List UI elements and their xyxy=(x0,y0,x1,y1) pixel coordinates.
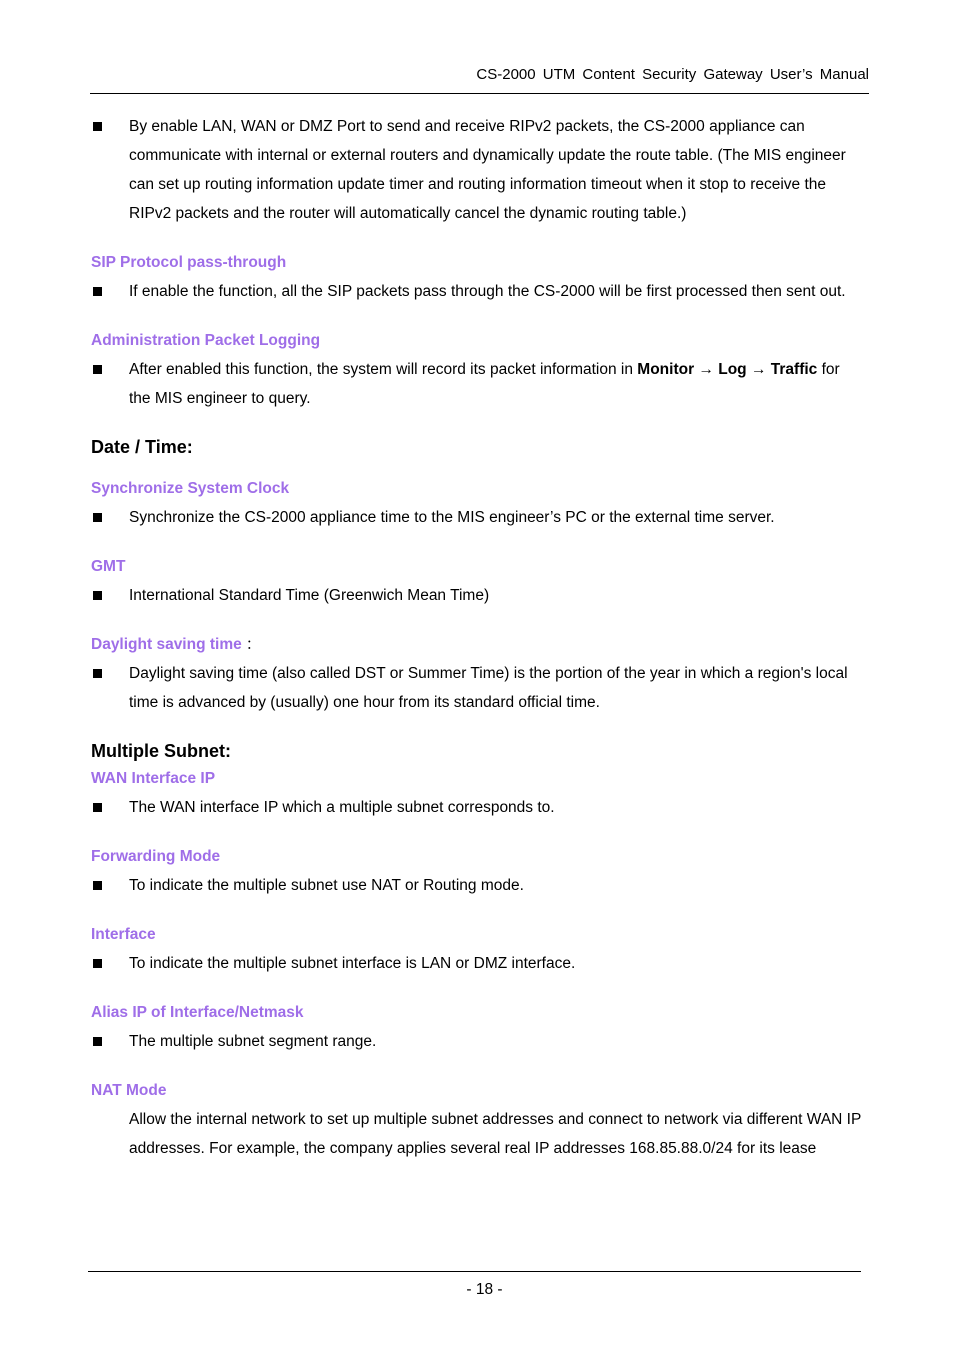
square-bullet-icon xyxy=(93,287,102,296)
date-time-heading: Date / Time: xyxy=(91,437,193,457)
nat-mode-heading: NAT Mode xyxy=(91,1082,167,1099)
list-item xyxy=(91,659,864,717)
nat-mode-paragraph: Allow the internal network to set up multiple subnet addresses and connect to network via different WAN IP addresses. For example, the company applies several real IP addresses 168.85.88.0/24 for its lease xyxy=(129,1111,862,1157)
multiple-subnet-heading: Multiple Subnet: xyxy=(91,741,231,761)
interface-heading: Interface xyxy=(91,926,156,943)
sip-heading: SIP Protocol pass-through xyxy=(91,254,287,271)
list-item xyxy=(91,871,864,900)
list-item xyxy=(91,581,864,610)
page-header xyxy=(90,66,869,94)
list-item xyxy=(91,112,864,228)
dst-heading-row xyxy=(91,631,864,659)
square-bullet-icon xyxy=(93,1037,102,1046)
bullet-text: If enable the function, all the SIP packets pass through the CS-2000 will be first processed then sent out. xyxy=(129,283,846,300)
square-bullet-icon xyxy=(93,591,102,600)
bullet-text: International Standard Time (Greenwich Mean Time) xyxy=(129,587,490,604)
admin-logging-heading: Administration Packet Logging xyxy=(91,332,321,349)
gmt-heading: GMT xyxy=(91,558,126,575)
bullet-text: Daylight saving time (also called DST or Summer Time) is the portion of the year in which a region's local time is advanced by (usually) one hour from its standard official time. xyxy=(129,665,848,711)
dst-heading-colon: ： xyxy=(245,636,262,653)
arrow-right-icon: → xyxy=(750,361,767,378)
list-item xyxy=(91,277,864,306)
list-item xyxy=(91,793,864,822)
arrow-right-icon: → xyxy=(698,361,714,378)
square-bullet-icon xyxy=(93,959,102,968)
square-bullet-icon xyxy=(93,122,102,131)
square-bullet-icon xyxy=(93,881,102,890)
bullet-text: By enable LAN, WAN or DMZ Port to send and receive RIPv2 packets, the CS-2000 appliance can communicate with internal or external routers and dynamically update the route table. (The MIS engineer can set up routing information update timer and routing information timeout when it stop to receive the RIPv2 packets and the router will automatically cancel the dynamic routing table.) xyxy=(129,118,846,222)
menu-path-log: Log xyxy=(718,361,747,378)
menu-path-monitor: Monitor xyxy=(637,361,695,378)
square-bullet-icon xyxy=(93,669,102,678)
bullet-text: The WAN interface IP which a multiple subnet corresponds to. xyxy=(129,799,555,816)
bullet-text: To indicate the multiple subnet use NAT or Routing mode. xyxy=(129,877,524,894)
square-bullet-icon xyxy=(93,365,102,374)
list-item xyxy=(91,355,864,413)
list-item xyxy=(91,503,864,532)
menu-path-traffic: Traffic xyxy=(770,361,818,378)
square-bullet-icon xyxy=(93,513,102,522)
bullet-text: The multiple subnet segment range. xyxy=(129,1033,377,1050)
bullet-text-end: for the MIS engineer to query. xyxy=(129,361,840,407)
list-item xyxy=(91,949,864,978)
forwarding-mode-heading: Forwarding Mode xyxy=(91,848,221,865)
bullet-text-start: After enabled this function, the system will record its packet information in xyxy=(129,361,638,378)
dst-heading: Daylight saving time xyxy=(91,636,242,653)
footer-rule xyxy=(88,1271,861,1272)
bullet-text: Synchronize the CS-2000 appliance time to the MIS engineer’s PC or the external time server. xyxy=(129,509,775,526)
list-item xyxy=(91,1027,864,1056)
page-number: - 18 - xyxy=(466,1281,503,1298)
page-content xyxy=(91,112,864,1163)
square-bullet-icon xyxy=(93,803,102,812)
wan-ip-heading: WAN Interface IP xyxy=(91,770,216,787)
manual-title: CS-2000 UTM Content Security Gateway User’s Manual xyxy=(476,66,869,83)
alias-ip-heading: Alias IP of Interface/Netmask xyxy=(91,1004,304,1021)
bullet-text: To indicate the multiple subnet interface is LAN or DMZ interface. xyxy=(129,955,576,972)
sync-clock-heading: Synchronize System Clock xyxy=(91,480,290,497)
